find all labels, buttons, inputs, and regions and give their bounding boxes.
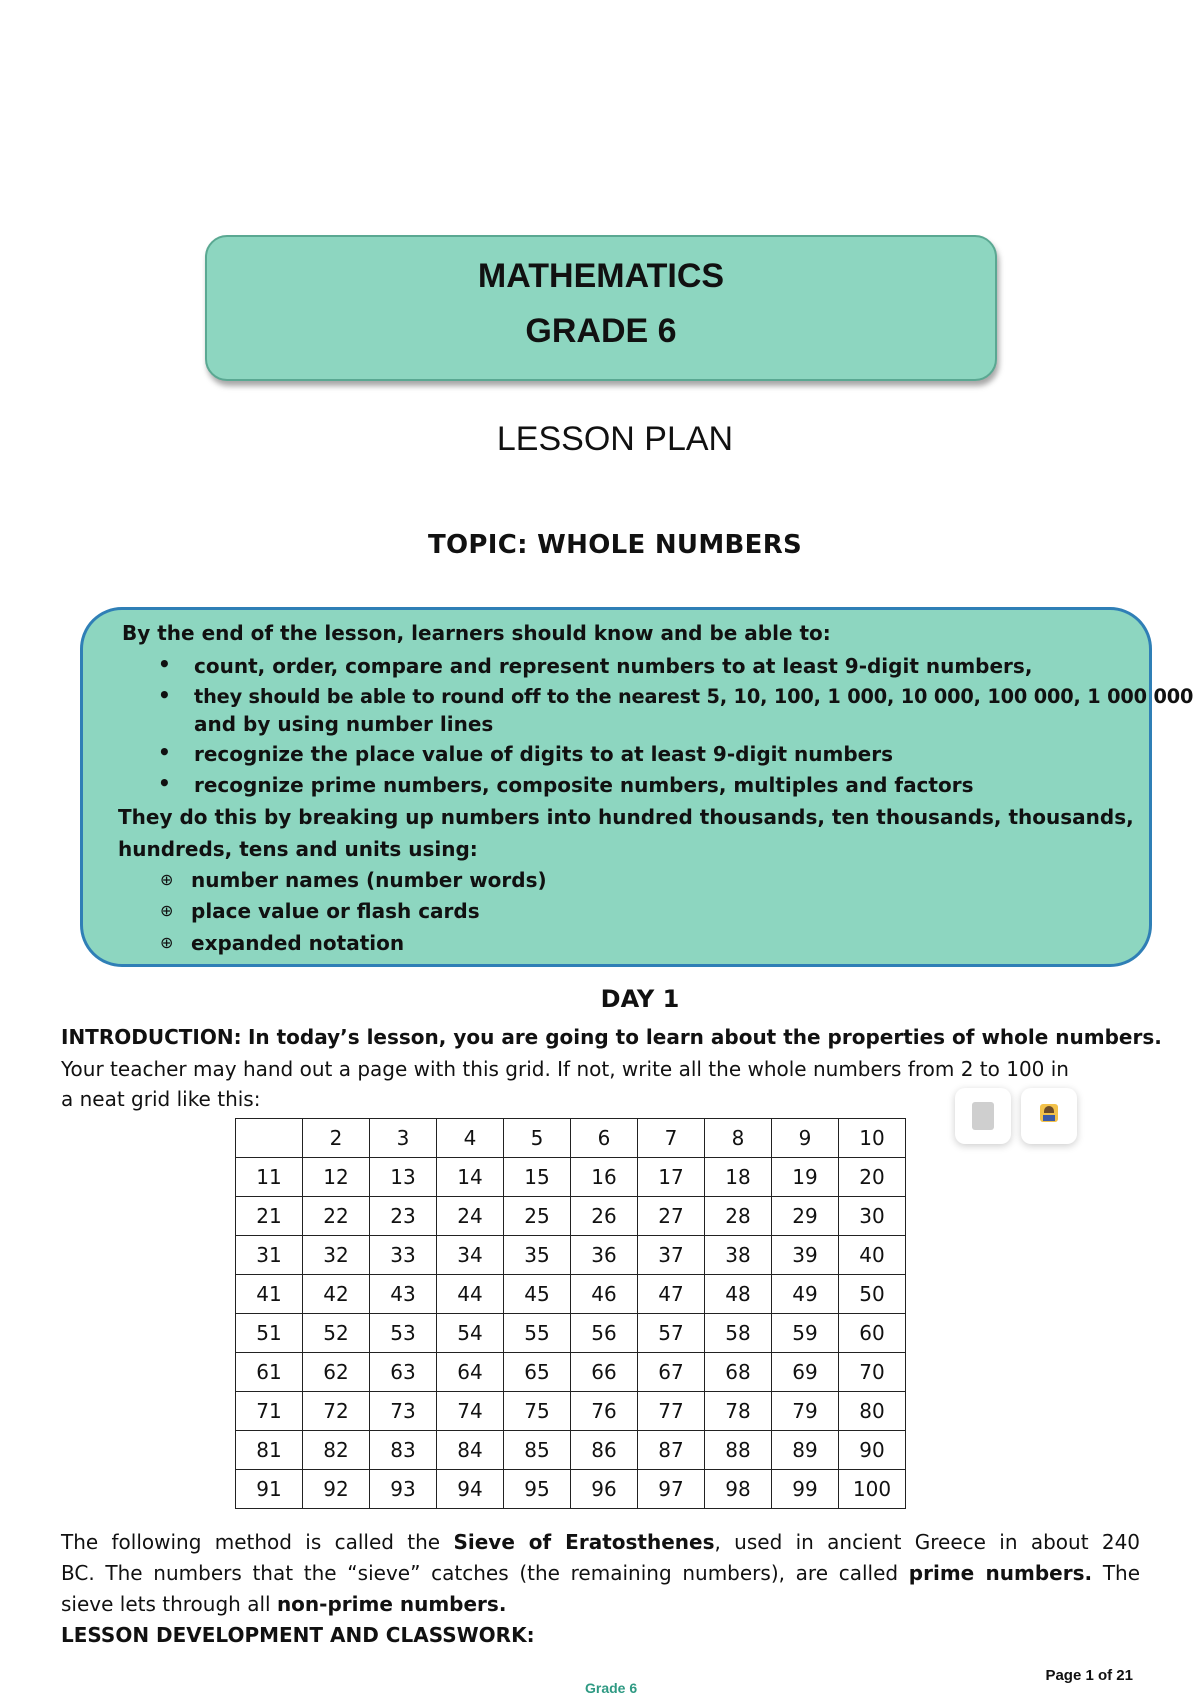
grid-cell: 35 (504, 1236, 571, 1275)
grid-cell: 87 (638, 1431, 705, 1470)
grid-cell: 92 (303, 1470, 370, 1509)
lesson-plan-heading: LESSON PLAN (496, 420, 734, 458)
grid-cell: 75 (504, 1392, 571, 1431)
grid-cell: 48 (705, 1275, 772, 1314)
grid-cell: 20 (839, 1158, 906, 1197)
grid-cell: 84 (437, 1431, 504, 1470)
footer-grade: Grade 6 (585, 1680, 638, 1696)
grid-cell: 67 (638, 1353, 705, 1392)
grid-cell: 86 (571, 1431, 638, 1470)
table-row (236, 1236, 906, 1275)
grid-cell: 22 (303, 1197, 370, 1236)
table-row (236, 1275, 906, 1314)
method-item: place value or flash cards (191, 899, 480, 923)
grid-cell: 30 (839, 1197, 906, 1236)
grid-cell: 37 (638, 1236, 705, 1275)
grid-cell: 79 (772, 1392, 839, 1431)
grid-cell: 10 (839, 1119, 906, 1158)
note-icon (972, 1102, 994, 1130)
grid-cell: 19 (772, 1158, 839, 1197)
grid-cell: 90 (839, 1431, 906, 1470)
grid-cell: 97 (638, 1470, 705, 1509)
bullet-icon: • (158, 683, 171, 707)
grid-cell: 88 (705, 1431, 772, 1470)
introduction-text: In today’s lesson, you are going to learn about the properties of whole numbers. (247, 1025, 1162, 1049)
grid-cell: 45 (504, 1275, 571, 1314)
grid-cell: 56 (571, 1314, 638, 1353)
grid-cell: 3 (370, 1119, 437, 1158)
number-grid (235, 1118, 906, 1509)
grid-cell: 70 (839, 1353, 906, 1392)
grid-cell: 65 (504, 1353, 571, 1392)
grid-cell: 31 (236, 1236, 303, 1275)
grid-cell: 39 (772, 1236, 839, 1275)
introduction-label: INTRODUCTION: (61, 1025, 242, 1049)
sieve-paragraph-line-3: sieve lets through all non-prime numbers. (61, 1592, 507, 1616)
grid-cell: 68 (705, 1353, 772, 1392)
objective-item: count, order, compare and represent numbers to at least 9-digit numbers, (194, 654, 1033, 678)
development-heading: LESSON DEVELOPMENT AND CLASSWORK: (61, 1623, 535, 1647)
grid-cell: 16 (571, 1158, 638, 1197)
grid-bullet-icon: ⊕ (160, 933, 174, 952)
grid-cell: 2 (303, 1119, 370, 1158)
method-line: They do this by breaking up numbers into hundred thousands, ten thousands, thousands, (118, 805, 1134, 829)
grid-cell: 66 (571, 1353, 638, 1392)
prime-numbers-term: prime numbers. (908, 1561, 1093, 1585)
grid-cell: 59 (772, 1314, 839, 1353)
grid-cell: 53 (370, 1314, 437, 1353)
table-row (236, 1119, 906, 1158)
grid-cell: 100 (839, 1470, 906, 1509)
grid-cell: 58 (705, 1314, 772, 1353)
introduction-line (61, 1025, 1162, 1049)
grid-cell: 26 (571, 1197, 638, 1236)
grid-cell: 63 (370, 1353, 437, 1392)
method-item: number names (number words) (191, 868, 547, 892)
grid-cell: 34 (437, 1236, 504, 1275)
table-row (236, 1314, 906, 1353)
grid-cell: 71 (236, 1392, 303, 1431)
grid-cell: 72 (303, 1392, 370, 1431)
grid-cell: 89 (772, 1431, 839, 1470)
grid-cell: 83 (370, 1431, 437, 1470)
grid-cell: 40 (839, 1236, 906, 1275)
grid-cell: 14 (437, 1158, 504, 1197)
grid-cell: 5 (504, 1119, 571, 1158)
grid-cell: 42 (303, 1275, 370, 1314)
grid-cell: 24 (437, 1197, 504, 1236)
avatar-button[interactable] (1021, 1088, 1077, 1144)
table-row (236, 1470, 906, 1509)
grid-cell: 93 (370, 1470, 437, 1509)
grid-cell: 78 (705, 1392, 772, 1431)
grid-cell: 25 (504, 1197, 571, 1236)
note-button[interactable] (955, 1088, 1011, 1144)
grid-cell: 94 (437, 1470, 504, 1509)
table-row (236, 1158, 906, 1197)
grid-cell: 99 (772, 1470, 839, 1509)
grid-cell: 29 (772, 1197, 839, 1236)
grid-cell: 51 (236, 1314, 303, 1353)
grid-bullet-icon: ⊕ (160, 870, 174, 889)
grid-cell: 38 (705, 1236, 772, 1275)
table-row (236, 1197, 906, 1236)
bullet-icon: • (158, 740, 171, 764)
topic-heading: TOPIC: WHOLE NUMBERS (427, 530, 803, 560)
grid-cell: 49 (772, 1275, 839, 1314)
grid-cell: 18 (705, 1158, 772, 1197)
sieve-paragraph-line-2: BC. The numbers that the “sieve” catches (the remaining numbers), are called prime numbers. The (61, 1561, 1141, 1585)
introduction-line-3: a neat grid like this: (61, 1087, 261, 1111)
table-row (236, 1392, 906, 1431)
sieve-paragraph-line-1: The following method is called the Sieve of Eratosthenes, used in ancient Greece in about 240 (61, 1530, 1141, 1554)
page-number: Page 1 of 21 (1045, 1667, 1133, 1684)
grid-cell: 91 (236, 1470, 303, 1509)
grid-cell: 77 (638, 1392, 705, 1431)
non-prime-term: non-prime numbers. (276, 1592, 507, 1616)
grid-cell: 44 (437, 1275, 504, 1314)
day-heading: DAY 1 (600, 985, 680, 1013)
grid-cell: 13 (370, 1158, 437, 1197)
grid-cell: 74 (437, 1392, 504, 1431)
grid-cell: 81 (236, 1431, 303, 1470)
grid-cell: 17 (638, 1158, 705, 1197)
grid-cell: 69 (772, 1353, 839, 1392)
subject-title: MATHEMATICS (477, 257, 725, 295)
bullet-icon: • (158, 652, 171, 676)
grid-cell: 43 (370, 1275, 437, 1314)
grid-cell: 6 (571, 1119, 638, 1158)
grid-cell: 28 (705, 1197, 772, 1236)
table-row (236, 1353, 906, 1392)
method-line: hundreds, tens and units using: (118, 837, 478, 861)
grid-cell: 8 (705, 1119, 772, 1158)
grid-cell: 85 (504, 1431, 571, 1470)
grid-cell: 9 (772, 1119, 839, 1158)
grid-cell: 80 (839, 1392, 906, 1431)
grid-cell: 62 (303, 1353, 370, 1392)
grid-cell (236, 1119, 303, 1158)
grid-bullet-icon: ⊕ (160, 901, 174, 920)
grid-cell: 33 (370, 1236, 437, 1275)
grid-cell: 95 (504, 1470, 571, 1509)
introduction-line-2: Your teacher may hand out a page with this grid. If not, write all the whole numbers from 2 to 100 in (61, 1057, 1069, 1081)
grid-cell: 11 (236, 1158, 303, 1197)
grid-cell: 27 (638, 1197, 705, 1236)
table-row (236, 1431, 906, 1470)
grid-cell: 50 (839, 1275, 906, 1314)
grid-cell: 4 (437, 1119, 504, 1158)
grid-cell: 12 (303, 1158, 370, 1197)
objective-item: recognize prime numbers, composite numbers, multiples and factors (194, 773, 974, 797)
grid-cell: 23 (370, 1197, 437, 1236)
objective-item: they should be able to round off to the nearest 5, 10, 100, 1 000, 10 000, 100 000, 1 000 000 (194, 685, 1194, 708)
grid-cell: 41 (236, 1275, 303, 1314)
grid-cell: 21 (236, 1197, 303, 1236)
title-box (205, 235, 997, 381)
objective-item: recognize the place value of digits to at least 9-digit numbers (194, 742, 893, 766)
grid-cell: 98 (705, 1470, 772, 1509)
objectives-intro: By the end of the lesson, learners should know and be able to: (122, 621, 831, 645)
bullet-icon: • (158, 771, 171, 795)
sieve-term: Sieve of Eratosthenes (453, 1530, 715, 1554)
grid-cell: 47 (638, 1275, 705, 1314)
grid-cell: 82 (303, 1431, 370, 1470)
grid-cell: 96 (571, 1470, 638, 1509)
avatar-icon (1040, 1104, 1058, 1122)
grid-cell: 60 (839, 1314, 906, 1353)
objective-item-continued: and by using number lines (194, 712, 494, 736)
grid-cell: 15 (504, 1158, 571, 1197)
grid-cell: 64 (437, 1353, 504, 1392)
grid-cell: 36 (571, 1236, 638, 1275)
grid-cell: 76 (571, 1392, 638, 1431)
method-item: expanded notation (191, 931, 405, 955)
grid-cell: 54 (437, 1314, 504, 1353)
grid-cell: 52 (303, 1314, 370, 1353)
grid-cell: 73 (370, 1392, 437, 1431)
grid-cell: 57 (638, 1314, 705, 1353)
grid-cell: 46 (571, 1275, 638, 1314)
grid-cell: 7 (638, 1119, 705, 1158)
grade-title: GRADE 6 (525, 312, 677, 350)
grid-cell: 61 (236, 1353, 303, 1392)
grid-cell: 32 (303, 1236, 370, 1275)
grid-cell: 55 (504, 1314, 571, 1353)
